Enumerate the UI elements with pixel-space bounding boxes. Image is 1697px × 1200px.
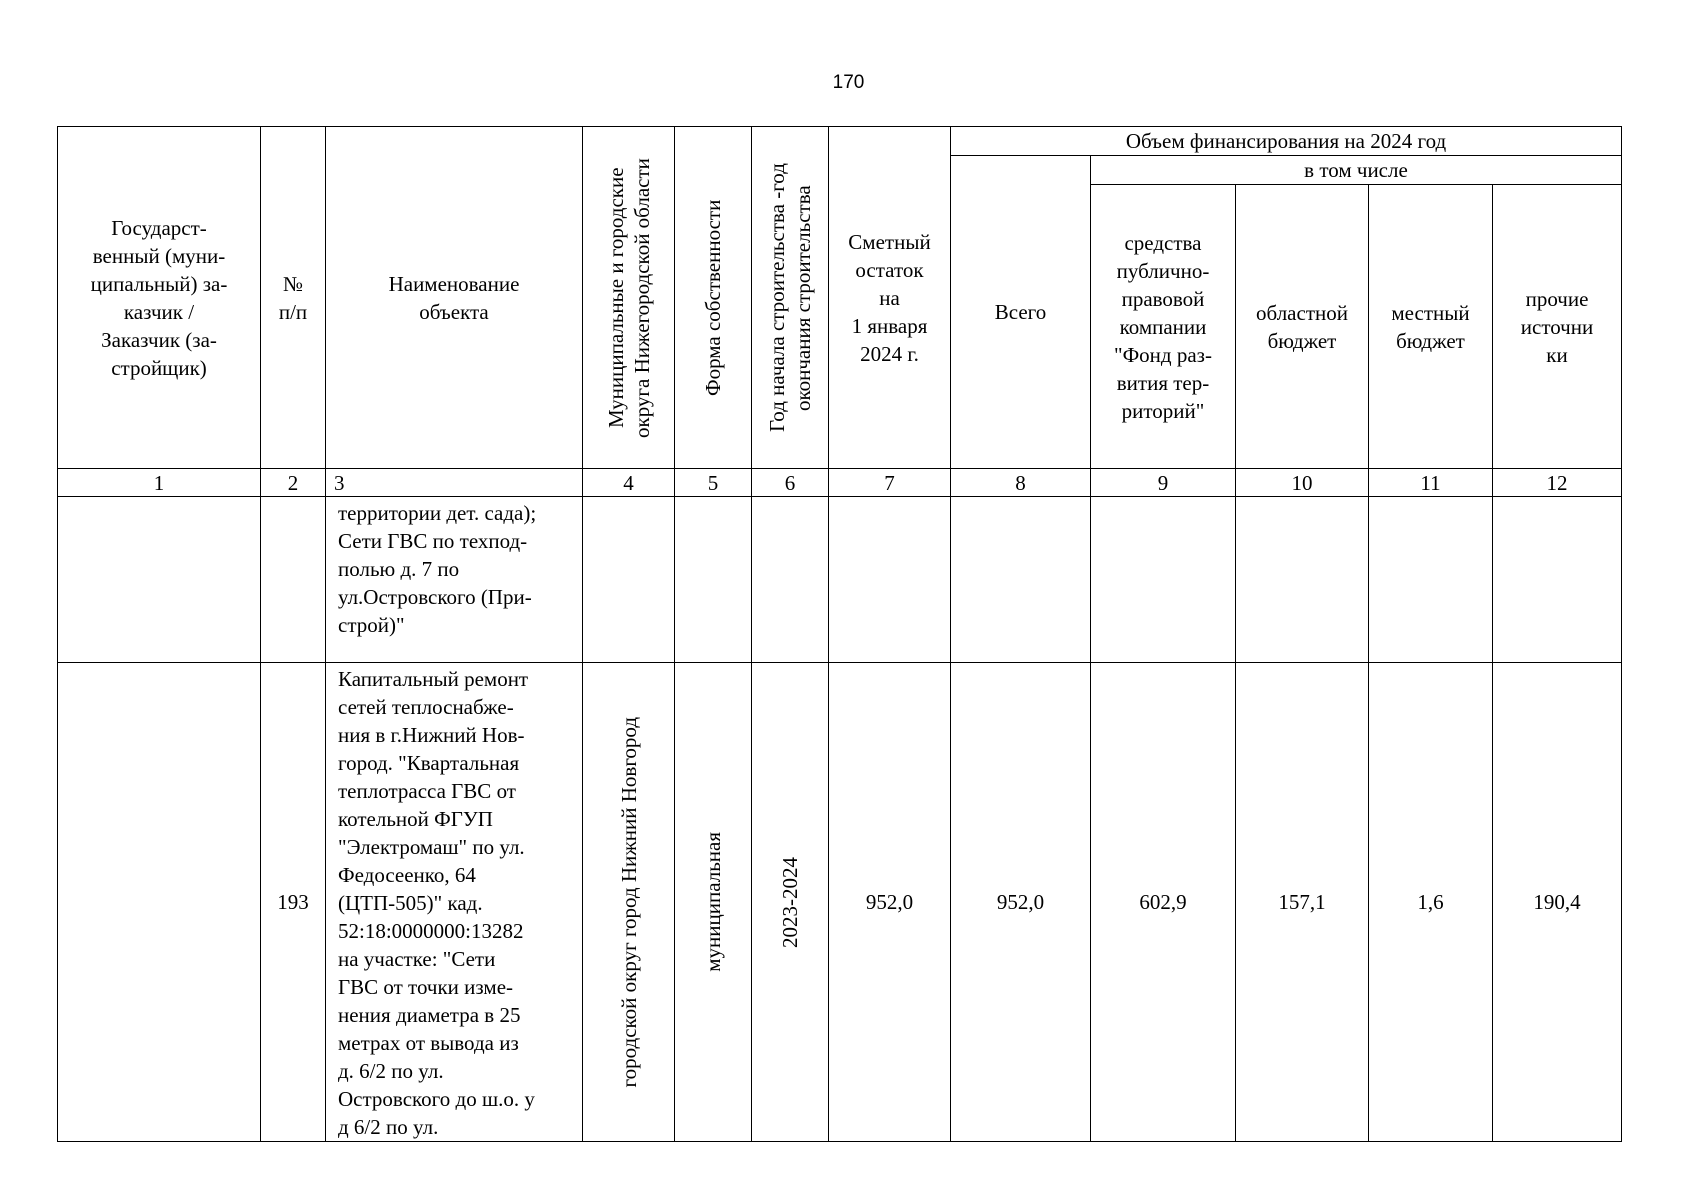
row-years xyxy=(752,497,829,663)
row-num xyxy=(261,497,326,663)
row-total xyxy=(951,497,1091,663)
row-fund: 602,9 xyxy=(1091,663,1236,1142)
header-ownership-cell xyxy=(675,127,752,469)
row-estimate xyxy=(829,497,951,663)
row-other xyxy=(1493,497,1622,663)
header-num: № п/п xyxy=(261,127,326,469)
column-number: 11 xyxy=(1369,469,1493,497)
page-number: 170 xyxy=(832,72,865,93)
row-regional: 157,1 xyxy=(1236,663,1369,1142)
table-row xyxy=(58,497,1622,663)
header-years: Год начала строительства -год окончания строительства xyxy=(765,163,815,432)
header-ownership: Форма собственности xyxy=(701,199,725,396)
column-number: 7 xyxy=(829,469,951,497)
row-years-cell xyxy=(752,663,829,1142)
row-years: 2023-2024 xyxy=(778,856,802,948)
header-municipality-cell xyxy=(583,127,675,469)
row-regional xyxy=(1236,497,1369,663)
row-total: 952,0 xyxy=(951,663,1091,1142)
column-number: 6 xyxy=(752,469,829,497)
header-object-name: Наименование объекта xyxy=(326,127,583,469)
row-local: 1,6 xyxy=(1369,663,1493,1142)
row-ownership xyxy=(675,497,752,663)
row-fund xyxy=(1091,497,1236,663)
column-number: 2 xyxy=(261,469,326,497)
row-municipality: городской округ город Нижний Новгород xyxy=(616,716,641,1088)
column-number: 5 xyxy=(675,469,752,497)
header-other: прочие источни ки xyxy=(1493,185,1622,469)
column-number: 1 xyxy=(58,469,261,497)
column-number: 3 xyxy=(326,469,583,497)
row-other: 190,4 xyxy=(1493,663,1622,1142)
column-number: 9 xyxy=(1091,469,1236,497)
table-row xyxy=(58,663,1622,1142)
column-number: 10 xyxy=(1236,469,1369,497)
column-number: 12 xyxy=(1493,469,1622,497)
column-number: 8 xyxy=(951,469,1091,497)
row-customer xyxy=(58,663,261,1142)
financing-table xyxy=(57,126,1622,1142)
column-numbers-row xyxy=(58,469,1622,497)
row-object-name: территории дет. сада); Сети ГВС по техпод- полью д. 7 по ул.Островского (При- строй)" xyxy=(326,497,583,663)
row-ownership: муниципальная xyxy=(701,832,725,972)
header-years-cell xyxy=(752,127,829,469)
row-municipality-cell xyxy=(583,663,675,1142)
header-municipality: Муниципальные и городские округа Нижегородской области xyxy=(603,157,654,438)
header-fund: средства публично- правовой компании "Фонд раз- вития тер- риторий" xyxy=(1091,185,1236,469)
row-ownership-cell xyxy=(675,663,752,1142)
row-num: 193 xyxy=(261,663,326,1142)
header-total: Всего xyxy=(951,156,1091,469)
row-estimate: 952,0 xyxy=(829,663,951,1142)
header-local: местный бюджет xyxy=(1369,185,1493,469)
row-local xyxy=(1369,497,1493,663)
column-number: 4 xyxy=(583,469,675,497)
row-object-name: Капитальный ремонт сетей теплоснабже- ния в г.Нижний Нов- город. "Квартальная теплотрасса ГВС от котельной ФГУП "Электромаш" по ул. Федосеенко, 64 (ЦТП-505)" кад. 52:18:0000000:13282 на участке: "Сети ГВС от точки изме- нения диаметра в 25 метрах от вывода из д. 6/2 по ул. Островского до ш.о. у д 6/2 по ул. xyxy=(326,663,583,1142)
header-funding-group: Объем финансирования на 2024 год xyxy=(951,127,1622,156)
header-including: в том числе xyxy=(1091,156,1622,185)
header-regional: областной бюджет xyxy=(1236,185,1369,469)
header-estimate: Сметный остаток на 1 января 2024 г. xyxy=(829,127,951,469)
header-customer: Государст- венный (муни- ципальный) за- казчик / Заказчик (за- стройщик) xyxy=(58,127,261,469)
row-customer xyxy=(58,497,261,663)
row-municipality xyxy=(583,497,675,663)
